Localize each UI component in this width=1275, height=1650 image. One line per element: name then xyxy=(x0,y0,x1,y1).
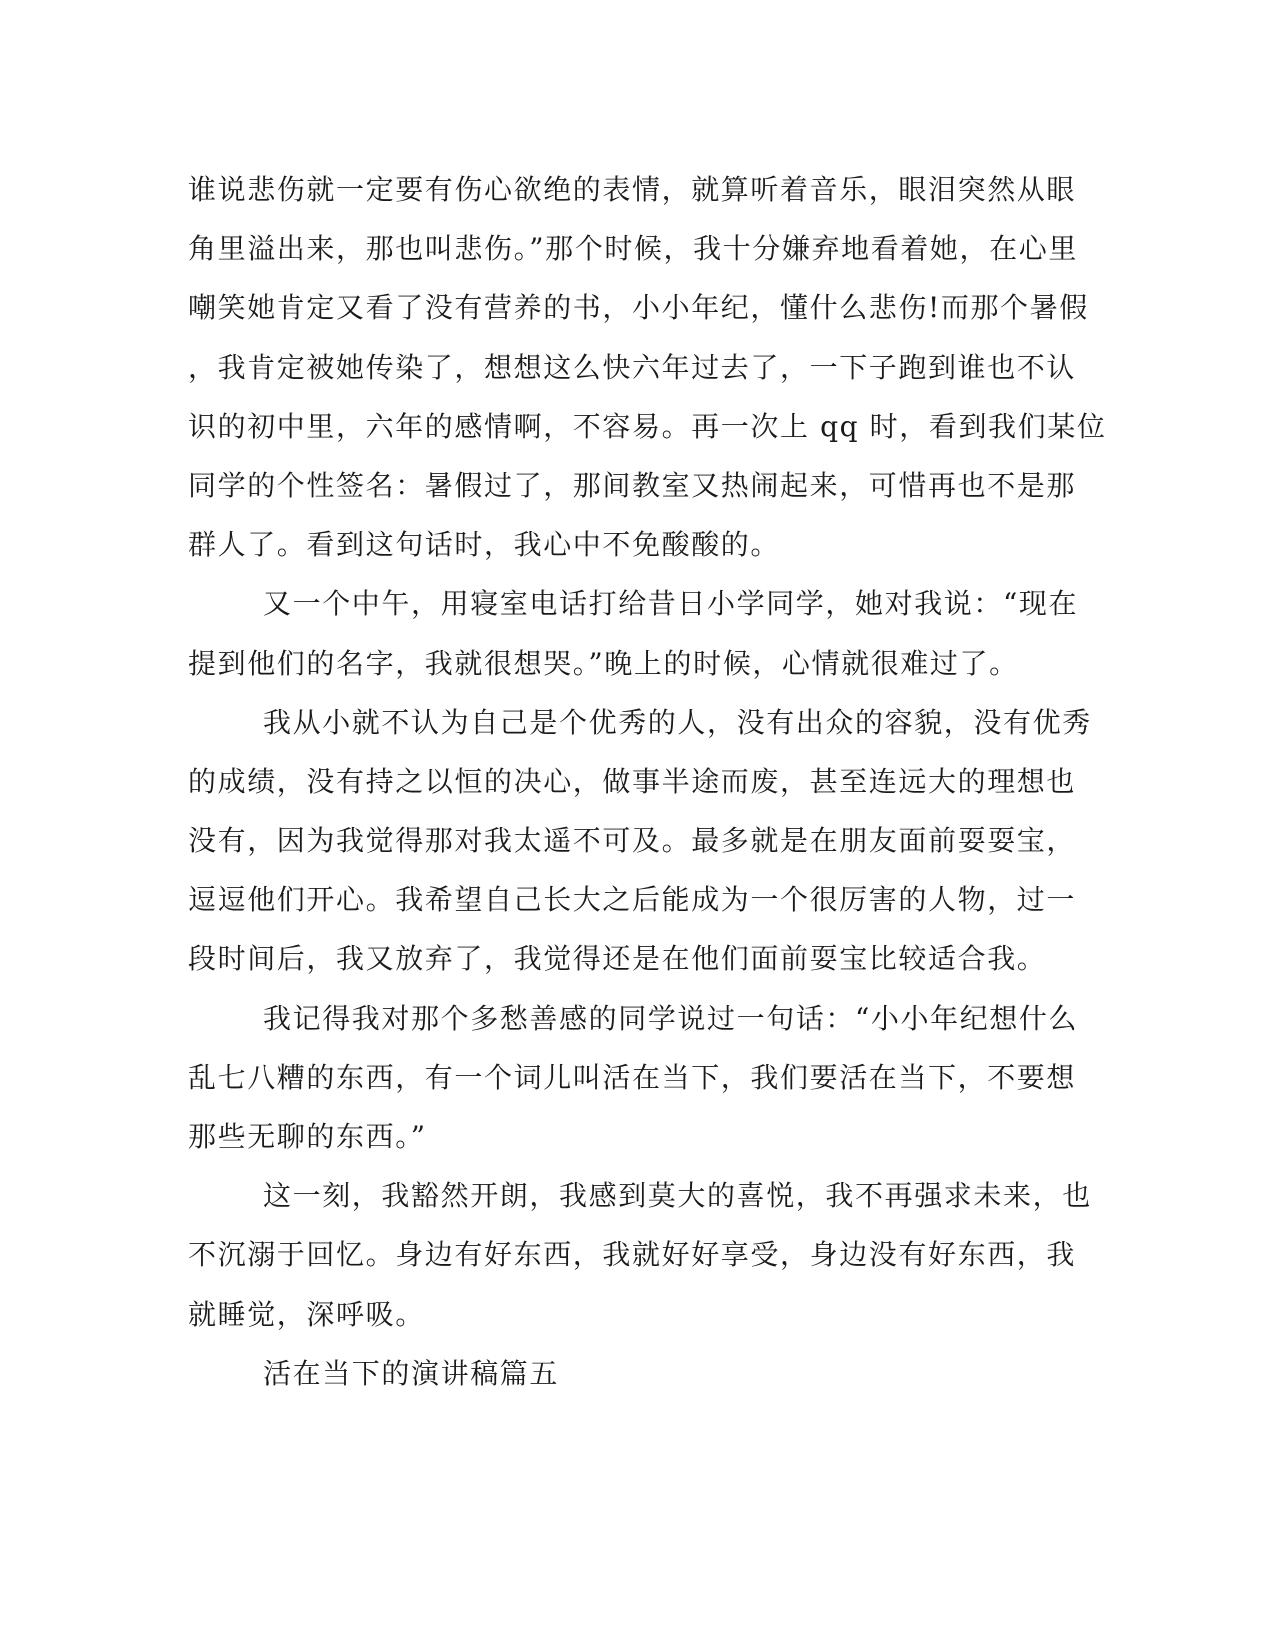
section-heading: 活在当下的演讲稿篇五 xyxy=(263,1356,560,1390)
text-line: 不沉溺于回忆。身边有好东西，我就好好享受，身边没有好东西，我 xyxy=(188,1238,1077,1272)
text-line: 识的初中里，六年的感情啊，不容易。再一次上 qq 时，看到我们某位 xyxy=(188,409,1107,443)
text-line: 嘲笑她肯定又看了没有营养的书，小小年纪，懂什么悲伤!而那个暑假 xyxy=(188,291,1089,325)
text-line: 这一刻，我豁然开朗，我感到莫大的喜悦，我不再强求未来，也 xyxy=(263,1179,1092,1213)
text-line: 段时间后，我又放弃了，我觉得还是在他们面前耍宝比较适合我。 xyxy=(188,942,1047,976)
text-line: 又一个中午，用寝室电话打给昔日小学同学，她对我说：“现在 xyxy=(263,587,1079,621)
text-line: 同学的个性签名：暑假过了，那间教室又热闹起来，可惜再也不是那 xyxy=(188,468,1077,502)
text-line: 就睡觉，深呼吸。 xyxy=(188,1297,425,1331)
text-line: 乱七八糟的东西，有一个词儿叫活在当下，我们要活在当下，不要想 xyxy=(188,1060,1077,1094)
text-line: 谁说悲伤就一定要有伤心欲绝的表情，就算听着音乐，眼泪突然从眼 xyxy=(188,173,1077,206)
text-line: 的成绩，没有持之以恒的决心，做事半途而废，甚至连远大的理想也 xyxy=(188,764,1077,798)
text-line: ，我肯定被她传染了，想想这么快六年过去了，一下子跑到谁也不认 xyxy=(188,350,1077,384)
text-line: 角里溢出来，那也叫悲伤。”那个时候，我十分嫌弃地看着她，在心里 xyxy=(188,232,1078,266)
text-line: 提到他们的名字，我就很想哭。”晚上的时候，心情就很难过了。 xyxy=(188,646,1019,680)
text-line: 没有，因为我觉得那对我太遥不可及。最多就是在朋友面前耍耍宝， xyxy=(188,824,1077,858)
text-line: 逗逗他们开心。我希望自己长大之后能成为一个很厉害的人物，过一 xyxy=(188,883,1077,917)
document-body xyxy=(188,160,1107,1403)
text-line: 我从小就不认为自己是个优秀的人，没有出众的容貌，没有优秀 xyxy=(263,705,1092,739)
text-line: 群人了。看到这句话时，我心中不免酸酸的。 xyxy=(188,528,781,562)
text-line: 我记得我对那个多愁善感的同学说过一句话：“小小年纪想什么 xyxy=(263,1001,1079,1035)
text-line: 那些无聊的东西。” xyxy=(188,1120,427,1153)
